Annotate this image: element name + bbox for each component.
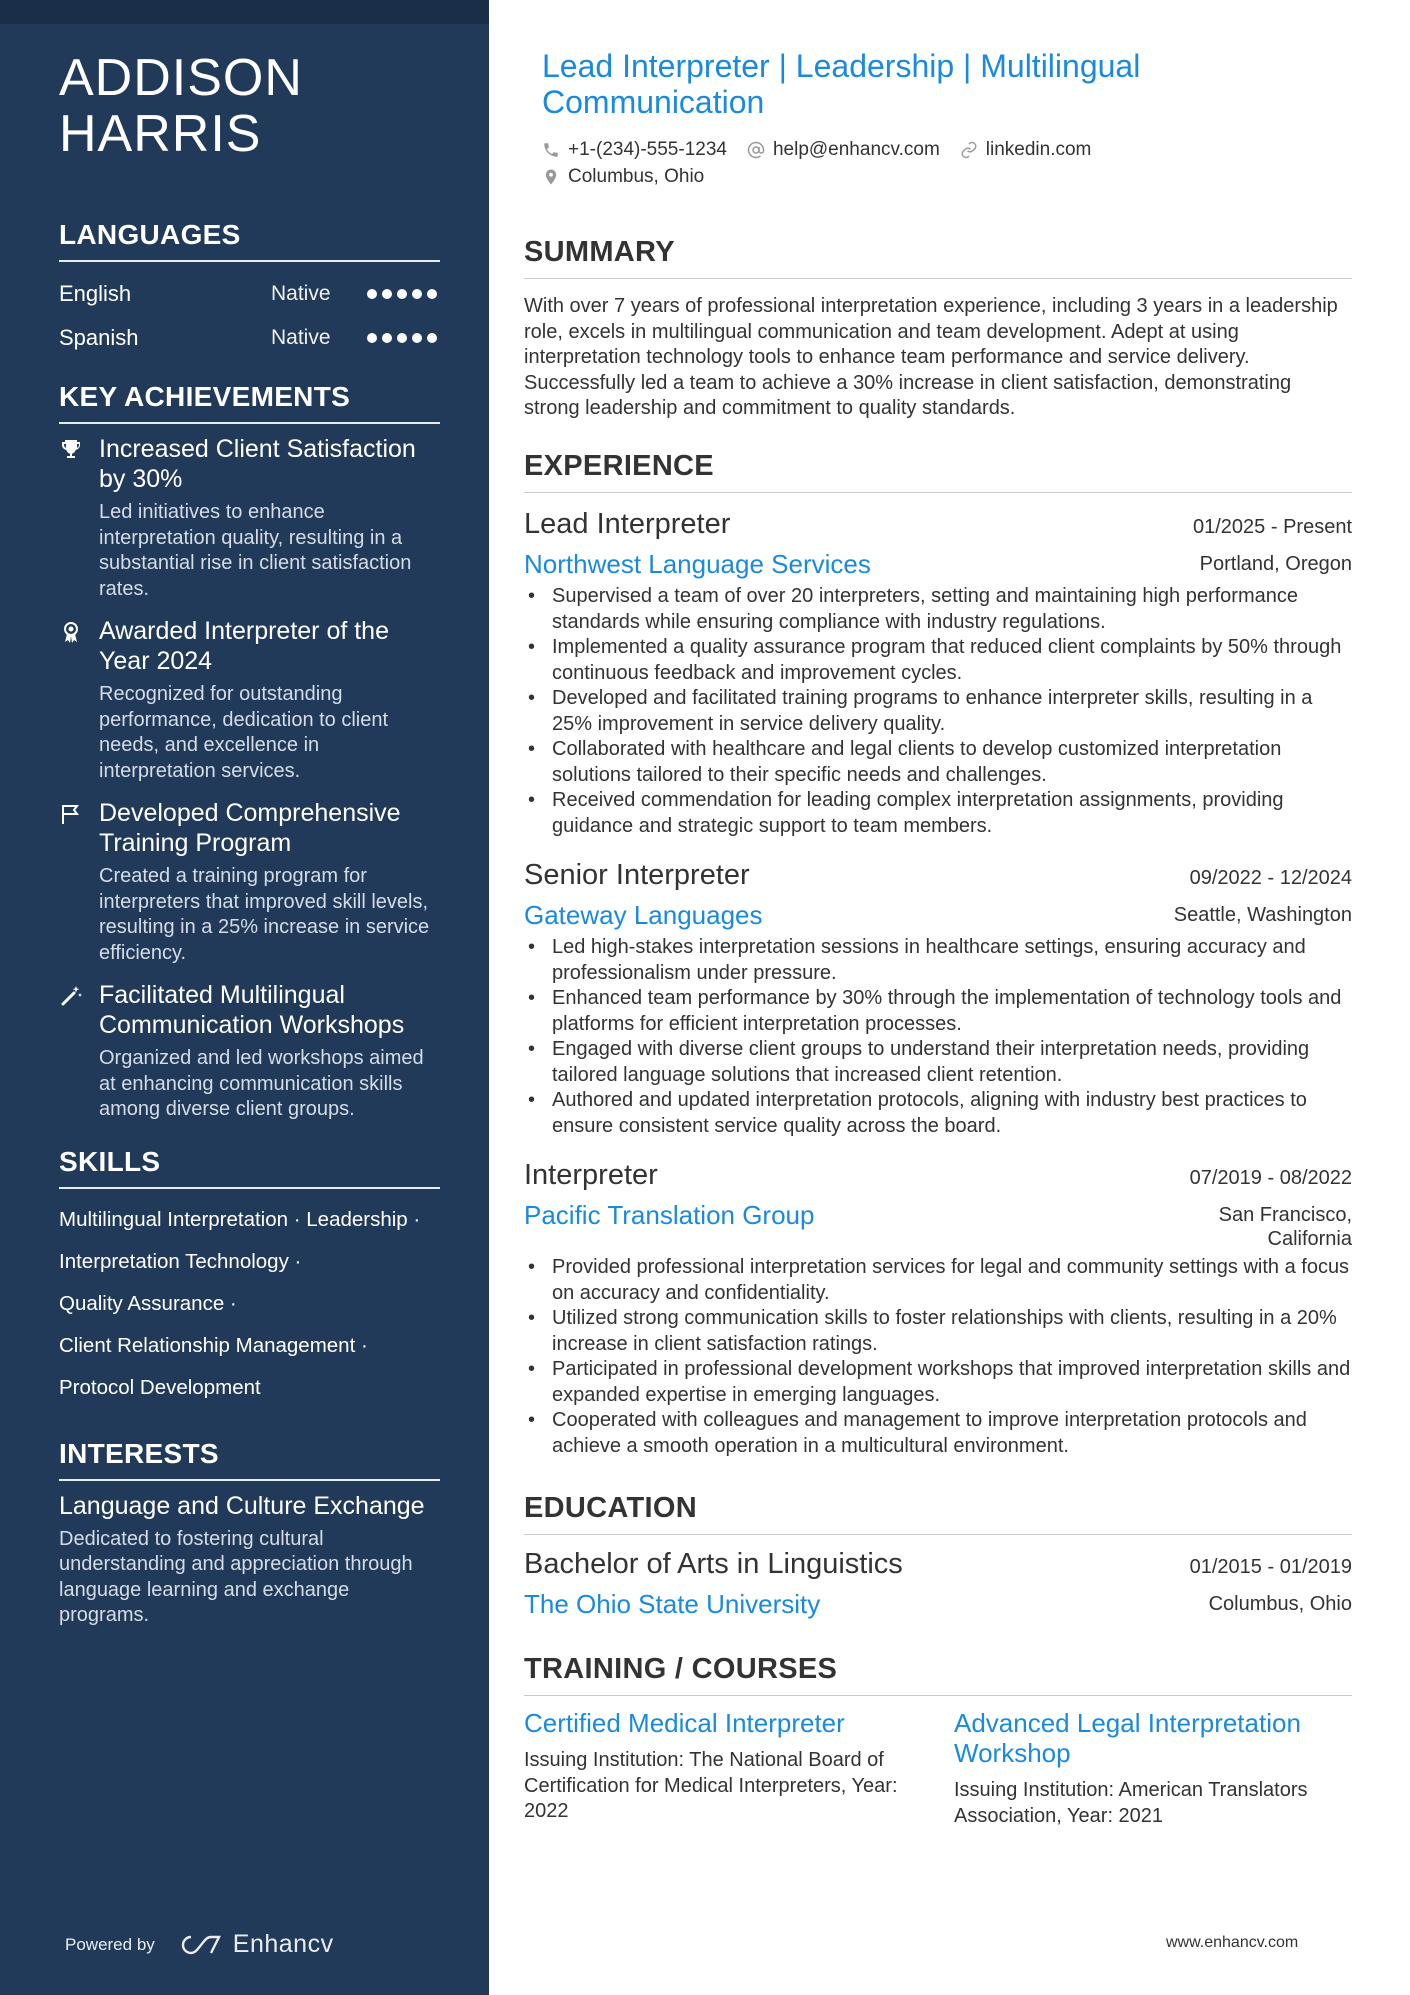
job-location-line: California <box>1267 1228 1352 1250</box>
job-bullets <box>524 584 1352 839</box>
achievement-description: Created a training program for interpreters that improved skill levels, resulting in a 25% increase in service efficiency. <box>99 865 430 964</box>
education-heading: EDUCATION <box>524 1491 1352 1535</box>
interests-heading: INTERESTS <box>59 1437 440 1481</box>
language-name: Spanish <box>59 325 139 350</box>
headline: Lead Interpreter | Leadership | Multilingual Communication <box>542 48 1141 120</box>
last-name: HARRIS <box>59 105 262 163</box>
location-text: Columbus, Ohio <box>568 165 705 187</box>
languages-section <box>59 218 440 360</box>
job-location-line: San Francisco, <box>1218 1204 1352 1226</box>
job-entry <box>524 507 1352 839</box>
job-bullet: • Collaborated with healthcare and legal clients to develop customized interpretation solutions tailored to their specific needs and challenges. <box>524 737 1352 788</box>
proficiency-dot <box>367 289 377 299</box>
interests-section <box>59 1437 440 1629</box>
job-company: Pacific Translation Group <box>524 1200 815 1230</box>
proficiency-dots <box>367 289 437 299</box>
magic-wand-icon <box>59 980 99 1123</box>
degree: Bachelor of Arts in Linguistics <box>524 1548 903 1580</box>
job-location: Portland, Oregon <box>1199 553 1352 575</box>
location-contact <box>542 166 704 188</box>
job-location: Seattle, Washington <box>1173 904 1352 926</box>
job-title: Interpreter <box>524 1159 658 1191</box>
job-bullet: • Enhanced team performance by 30% through the implementation of technology tools and platforms for efficient interpretation processes. <box>524 986 1352 1037</box>
trophy-icon <box>59 434 99 602</box>
phone-contact[interactable] <box>542 139 727 161</box>
interest-title: Language and Culture Exchange <box>59 1491 425 1520</box>
job-entry <box>524 858 1352 1139</box>
language-name: English <box>59 281 132 306</box>
brand-name: Enhancv <box>232 1930 334 1958</box>
achievement-item <box>59 434 440 602</box>
job-dates: 09/2022 - 12/2024 <box>1189 867 1352 889</box>
enhancv-logo-icon <box>179 1933 225 1957</box>
proficiency-dot <box>412 289 422 299</box>
sidebar <box>0 0 489 1995</box>
job-bullet: • Engaged with diverse client groups to understand their interpretation needs, providing tailored language solutions that increased client retention. <box>524 1037 1352 1088</box>
sidebar-top-bar <box>0 0 489 24</box>
job-title: Lead Interpreter <box>524 508 731 540</box>
job-bullet: • Received commendation for leading complex interpretation assignments, providing guidance and strategic support to team members. <box>524 788 1352 839</box>
linkedin-contact[interactable] <box>960 139 1092 161</box>
skill-line: Client Relationship Management · <box>59 1333 368 1357</box>
language-row <box>59 272 440 316</box>
brand-logo[interactable] <box>179 1930 334 1959</box>
job-bullet: • Supervised a team of over 20 interpreters, setting and maintaining high performance standards while ensuring compliance with industry regulations. <box>524 584 1352 635</box>
achievements-section <box>59 380 440 1123</box>
first-name: ADDISON <box>59 49 303 107</box>
courses-list <box>524 1708 1352 1829</box>
interest-description: Dedicated to fostering cultural understanding and appreciation through language learning and exchange programs. <box>59 1527 413 1626</box>
summary-heading: SUMMARY <box>524 235 1352 279</box>
job-bullet: • Utilized strong communication skills to foster relationships with clients, resulting in a 20% increase in client satisfaction ratings. <box>524 1306 1352 1357</box>
course-title: Advanced Legal Interpretation Workshop <box>954 1708 1301 1768</box>
course-item <box>954 1708 1352 1829</box>
candidate-name <box>59 50 440 162</box>
proficiency-dot <box>427 289 437 299</box>
education-entry <box>524 1547 1352 1620</box>
job-title: Senior Interpreter <box>524 859 750 891</box>
language-level: Native <box>271 282 331 305</box>
map-pin-icon <box>542 168 560 186</box>
achievement-title: Awarded Interpreter of the Year 2024 <box>99 617 389 675</box>
achievements-heading: KEY ACHIEVEMENTS <box>59 380 440 424</box>
powered-by-label: Powered by <box>65 1934 155 1954</box>
course-item <box>524 1708 954 1829</box>
course-description: Issuing Institution: The National Board of Certification for Medical Interpreters, Year: 2022 <box>524 1749 898 1822</box>
proficiency-dots <box>367 333 437 343</box>
flag-icon <box>59 798 99 966</box>
proficiency-dot <box>382 333 392 343</box>
contact-info <box>542 136 1342 190</box>
course-description: Issuing Institution: American Translators Association, Year: 2021 <box>954 1779 1308 1827</box>
job-bullet: • Implemented a quality assurance program that reduced client complaints by 50% through continuous feedback and improvement cycles. <box>524 635 1352 686</box>
languages-heading: LANGUAGES <box>59 218 440 262</box>
school-location: Columbus, Ohio <box>1208 1593 1352 1615</box>
achievement-title: Developed Comprehensive Training Program <box>99 799 401 857</box>
powered-by <box>65 1930 334 1959</box>
link-icon <box>960 141 978 159</box>
school-name: The Ohio State University <box>524 1589 821 1619</box>
training-heading: TRAINING / COURSES <box>524 1652 1352 1696</box>
award-ribbon-icon <box>59 616 99 784</box>
skill-line: Quality Assurance · <box>59 1291 237 1315</box>
skill-line: Protocol Development <box>59 1375 261 1399</box>
job-location <box>1219 1199 1352 1251</box>
achievement-description: Led initiatives to enhance interpretation quality, resulting in a substantial rise in client satisfaction rates. <box>99 501 412 600</box>
skills-heading: SKILLS <box>59 1145 440 1189</box>
skill-line: Interpretation Technology · <box>59 1249 302 1273</box>
job-bullets <box>524 935 1352 1139</box>
phone-number: +1-(234)-555-1234 <box>568 138 727 160</box>
proficiency-dot <box>397 289 407 299</box>
skills-section <box>59 1145 440 1409</box>
proficiency-dot <box>427 333 437 343</box>
achievement-title: Increased Client Satisfaction by 30% <box>99 435 416 493</box>
proficiency-dot <box>397 333 407 343</box>
job-bullet: • Participated in professional development workshops that improved interpretation skills and expanded expertise in emerging languages. <box>524 1357 1352 1408</box>
summary-text: With over 7 years of professional interpretation experience, including 3 years in a leadership role, excels in multilingual communication and team development. Adept at using interpretation technology tools to enhance team performance and service delivery. Successfully led a team to achieve a 30% increase in client satisfaction, demonstrating strong leadership and commitment to quality standards. <box>524 295 1338 419</box>
achievement-title: Facilitated Multilingual Communication Workshops <box>99 981 405 1039</box>
language-row <box>59 316 440 360</box>
job-company: Northwest Language Services <box>524 549 871 579</box>
footer-website-link[interactable]: www.enhancv.com <box>1166 1934 1299 1951</box>
job-company: Gateway Languages <box>524 900 763 930</box>
achievement-item <box>59 798 440 966</box>
job-bullet: • Led high-stakes interpretation sessions in healthcare settings, ensuring accuracy and professionalism under pressure. <box>524 935 1352 986</box>
job-entry <box>524 1158 1352 1459</box>
language-level: Native <box>271 326 331 349</box>
job-bullet: • Developed and facilitated training programs to enhance interpreter skills, resulting in a 25% improvement in service delivery quality. <box>524 686 1352 737</box>
email-address: help@enhancv.com <box>772 138 940 160</box>
experience-heading: EXPERIENCE <box>524 449 1352 493</box>
job-bullet: • Authored and updated interpretation protocols, aligning with industry best practices to ensure consistent service quality across the board. <box>524 1088 1352 1139</box>
proficiency-dot <box>367 333 377 343</box>
job-bullet: • Provided professional interpretation services for legal and community settings with a focus on accuracy and confidentiality. <box>524 1255 1352 1306</box>
phone-icon <box>542 141 560 159</box>
email-contact[interactable] <box>747 139 940 161</box>
achievement-item <box>59 980 440 1123</box>
job-bullet: • Cooperated with colleagues and management to improve interpretation protocols and achieve a smooth operation in a multicultural environment. <box>524 1408 1352 1459</box>
course-title: Certified Medical Interpreter <box>524 1708 845 1738</box>
achievement-description: Recognized for outstanding performance, dedication to client needs, and excellence in interpretation services. <box>99 683 389 782</box>
education-dates: 01/2015 - 01/2019 <box>1189 1556 1352 1578</box>
job-dates: 01/2025 - Present <box>1193 516 1352 538</box>
linkedin-url: linkedin.com <box>985 138 1092 160</box>
proficiency-dot <box>382 289 392 299</box>
skill-line: Multilingual Interpretation · Leadership · <box>59 1207 421 1231</box>
at-sign-icon <box>747 141 765 159</box>
proficiency-dot <box>412 333 422 343</box>
job-bullets <box>524 1255 1352 1459</box>
job-dates: 07/2019 - 08/2022 <box>1189 1167 1352 1189</box>
achievement-item <box>59 616 440 784</box>
achievement-description: Organized and led workshops aimed at enhancing communication skills among diverse client groups. <box>99 1047 424 1120</box>
